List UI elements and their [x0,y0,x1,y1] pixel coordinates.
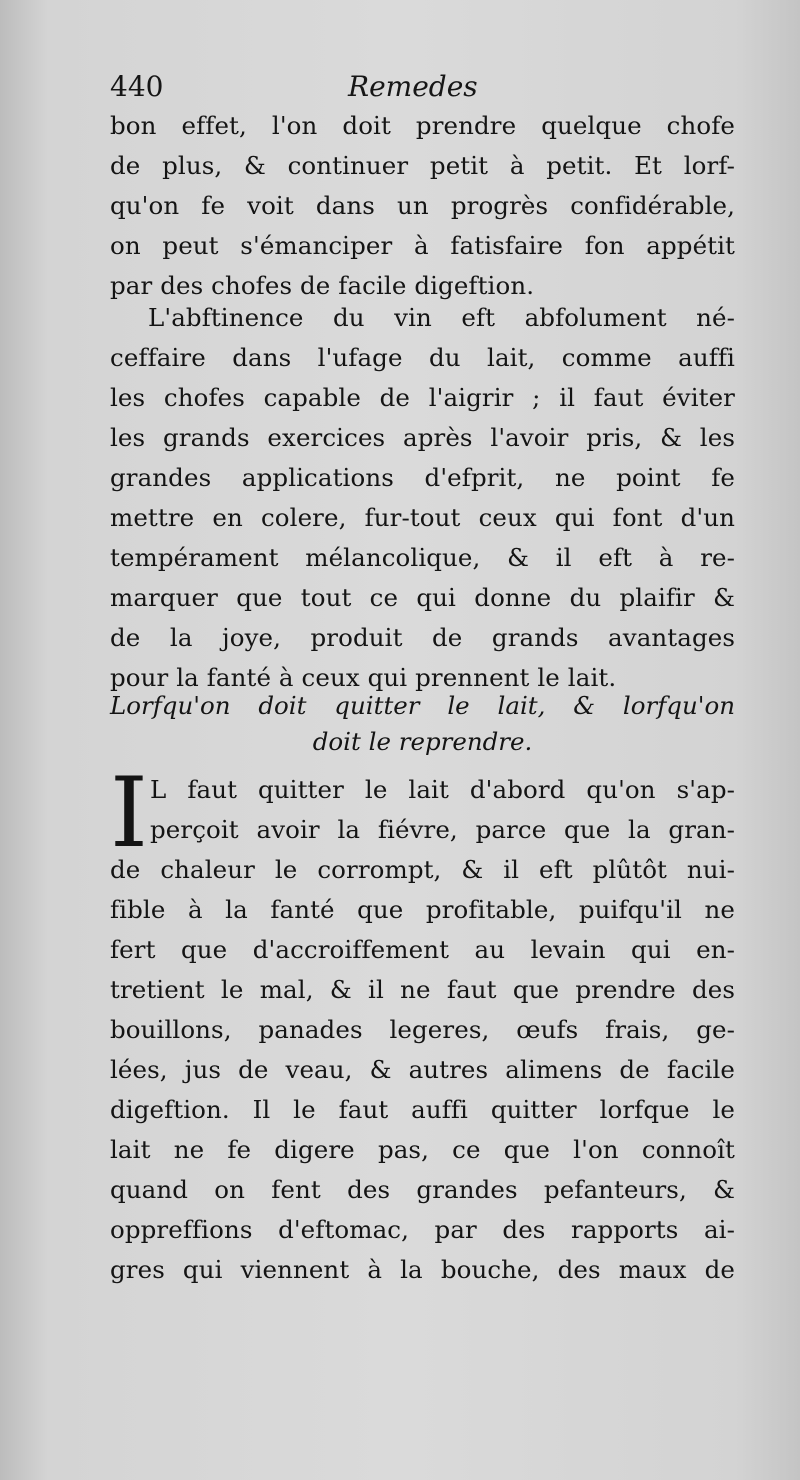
text-line: mettre en colere, fur-tout ceux qui font d'un [110,503,735,532]
text-line: digeftion. Il le faut auffi quitter lorfque le [110,1095,735,1124]
text-line: ceffaire dans l'ufage du lait, comme auffi [110,343,735,372]
page-number: 440 [110,70,164,103]
text-line: oppreffions d'eftomac, par des rapports ai- [110,1215,735,1244]
text-line: lées, jus de veau, & autres alimens de facile [110,1055,735,1084]
text-line: de chaleur le corrompt, & il eft plûtôt nui- [110,855,735,884]
section-heading-line: doit le reprendre. [312,727,533,756]
text-line: qu'on fe voit dans un progrès confidérable, [110,191,735,220]
text-line: bon effet, l'on doit prendre quelque chofe [110,111,735,140]
text-line: grandes applications d'efprit, ne point fe [110,463,735,492]
text-line: lait ne fe digere pas, ce que l'on connoît [110,1135,735,1164]
running-title: Remedes [348,70,478,103]
drop-cap: I [110,757,148,869]
text-line: les grands exercices après l'avoir pris, & les [110,423,735,452]
text-line: L faut quitter le lait d'abord qu'on s'ap- [150,775,735,804]
text-line: perçoit avoir la fiévre, parce que la gran- [150,815,735,844]
text-line: les chofes capable de l'aigrir ; il faut éviter [110,383,735,412]
section-heading-line: Lorfqu'on doit quitter le lait, & lorfqu'on [110,691,735,720]
text-line: quand on fent des grandes pefanteurs, & [110,1175,735,1204]
text-line: par des chofes de facile digeftion. [110,271,535,300]
text-line: bouillons, panades legeres, œufs frais, ge- [110,1015,735,1044]
text-line: fible à la fanté que profitable, puifqu'il ne [110,895,735,924]
text-line: de la joye, produit de grands avantages [110,623,735,652]
running-head [110,70,730,110]
text-line: on peut s'émanciper à fatisfaire fon appétit [110,231,735,260]
paragraph-1 [110,106,735,306]
text-line: pour la fanté à ceux qui prennent le lait. [110,663,617,692]
section-heading [110,688,735,760]
text-line: L'abftinence du vin eft abfolument né- [148,303,735,332]
text-line: de plus, & continuer petit à petit. Et lorf- [110,151,735,180]
paragraph-2 [110,298,735,698]
text-line: marquer que tout ce qui donne du plaifir & [110,583,735,612]
paragraph-3 [110,757,735,1290]
text-line: fert que d'accroiffement au levain qui en- [110,935,735,964]
text-line: tretient le mal, & il ne faut que prendre des [110,975,735,1004]
text-line: gres qui viennent à la bouche, des maux de [110,1255,735,1284]
text-line: tempérament mélancolique, & il eft à re- [110,543,735,572]
